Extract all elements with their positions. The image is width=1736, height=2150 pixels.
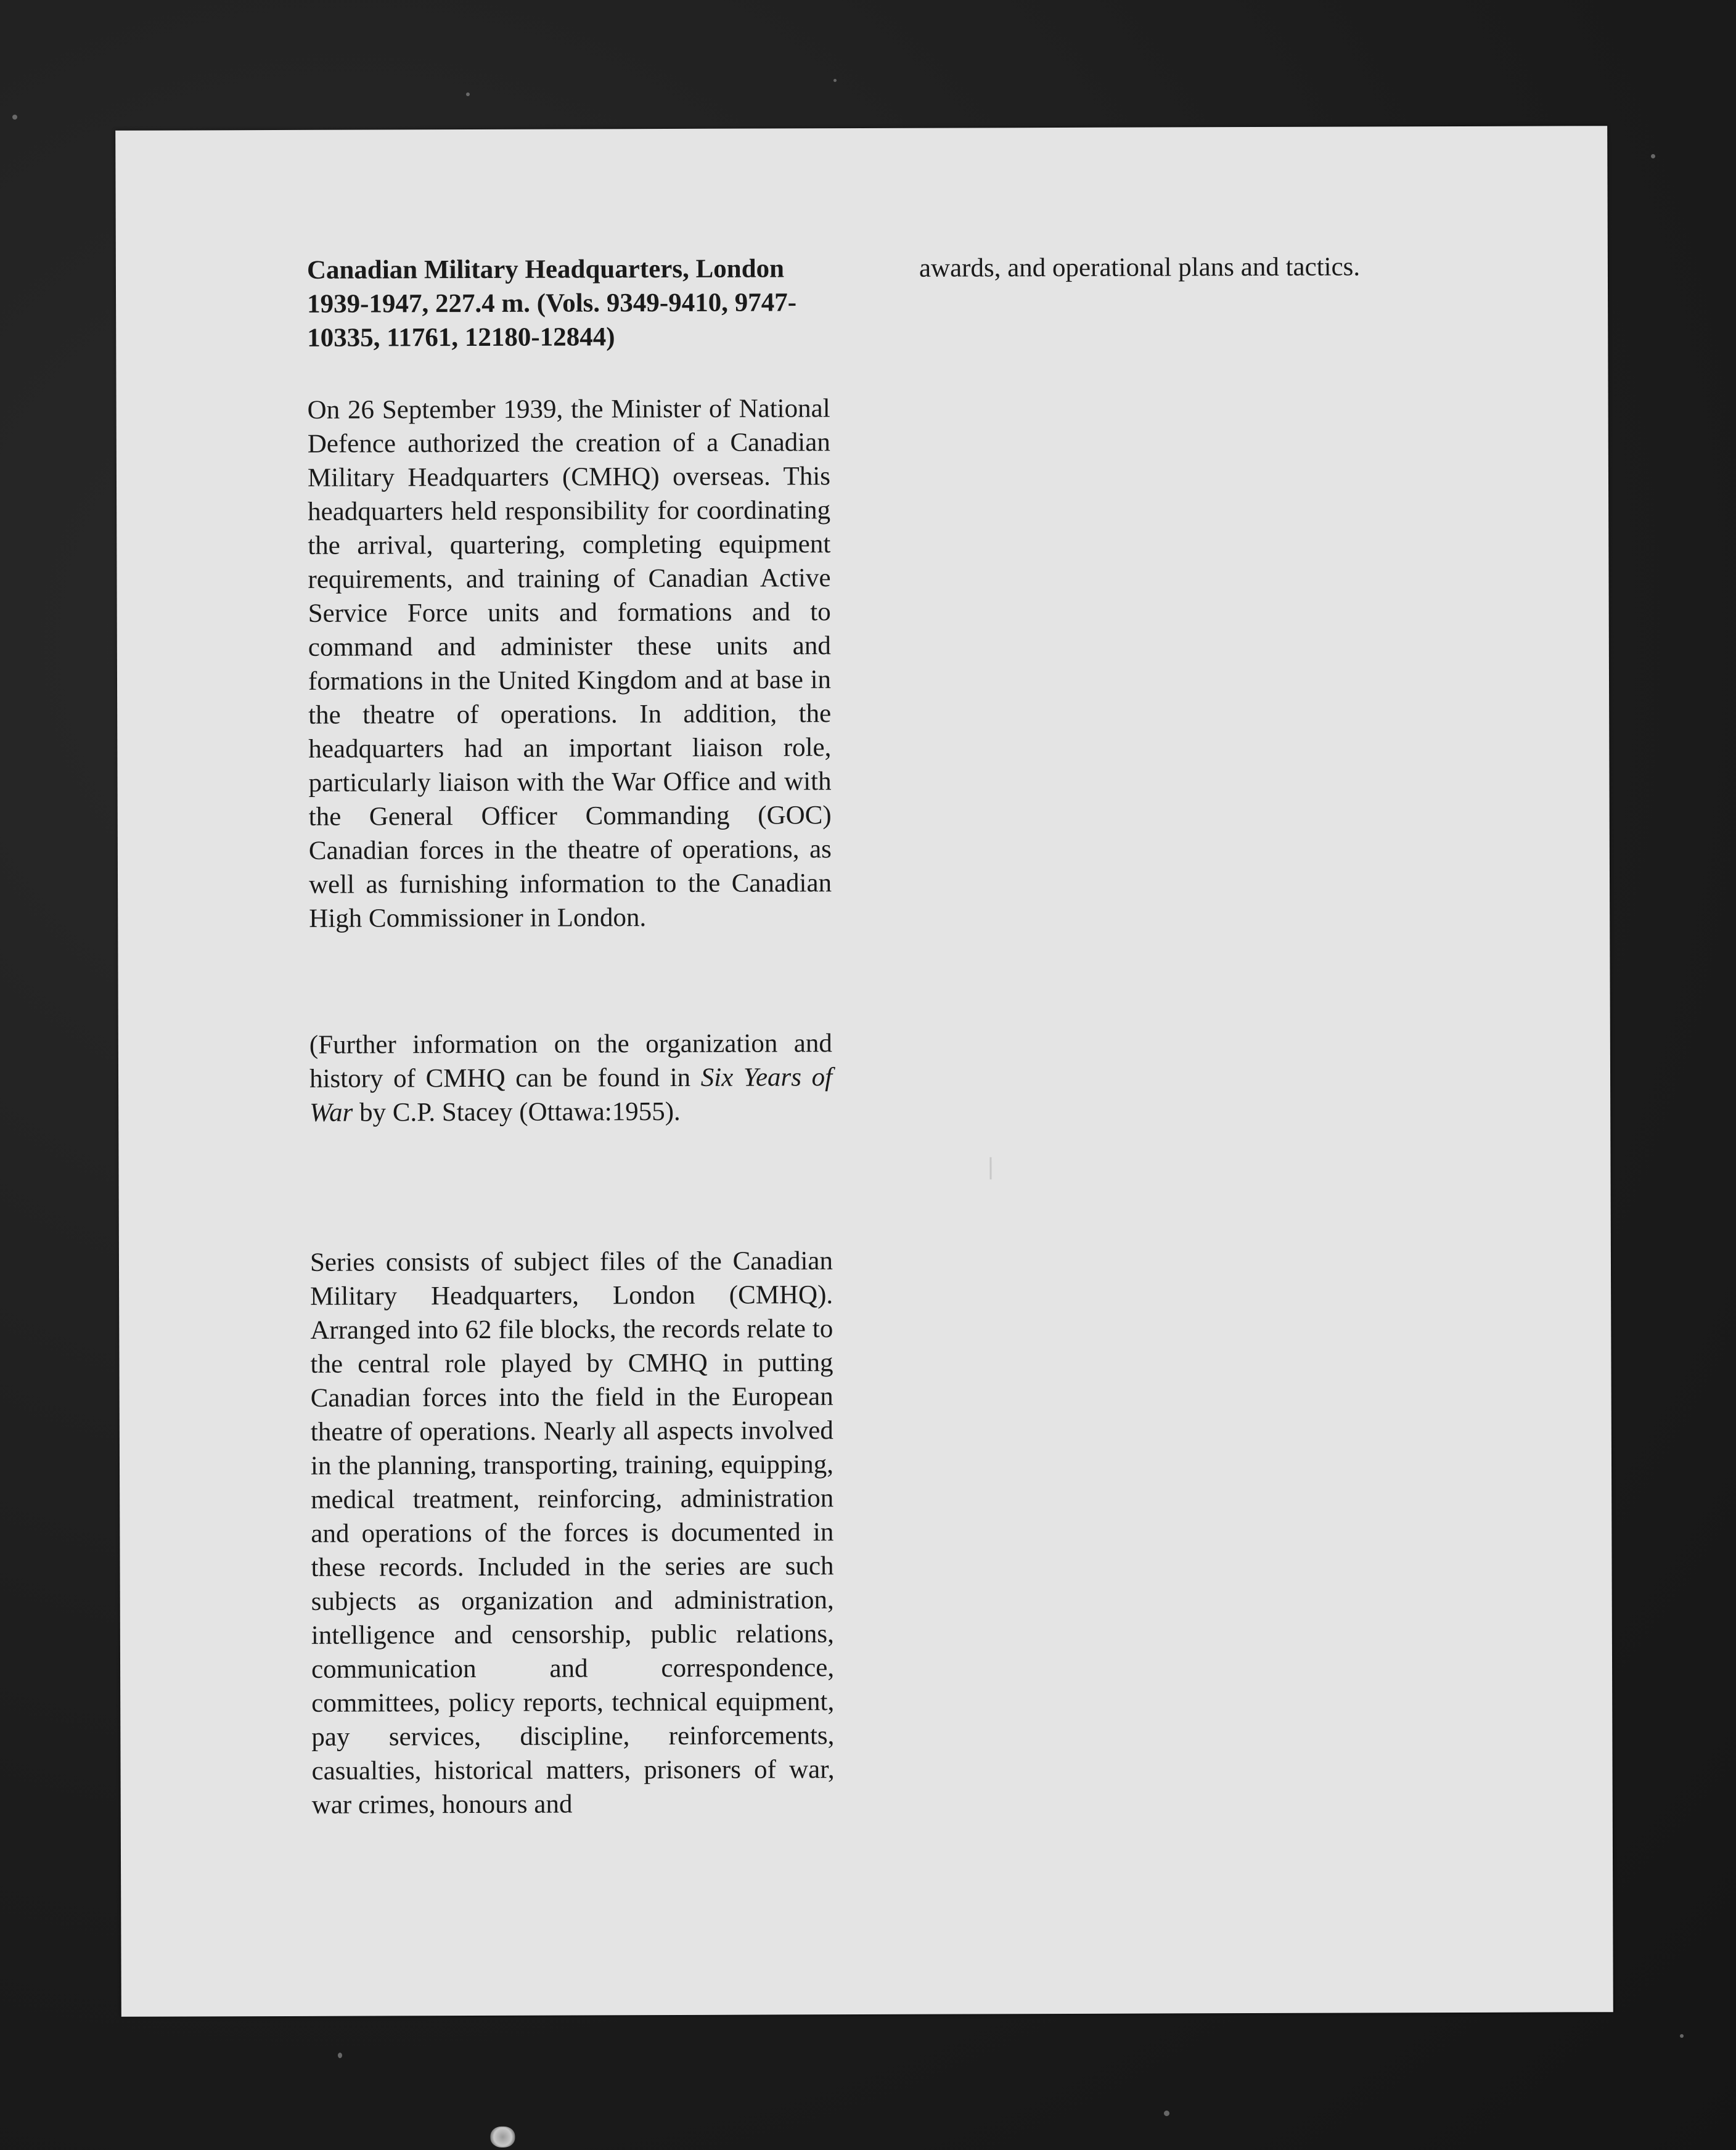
dust-speck	[1651, 154, 1655, 158]
further-info-text-after: by C.P. Stacey (Ottawa:1955).	[353, 1097, 681, 1127]
dust-speck	[466, 92, 470, 96]
dust-speck	[338, 2053, 342, 2058]
book-title: Six Years of War	[309, 1063, 833, 1127]
series-heading: Canadian Military Headquarters, London 1939-1947, 227.4 m. (Vols. 9349-9410, 9747-10335, 11761, 12180-12844)	[306, 254, 797, 353]
dust-speck	[1680, 2034, 1684, 2038]
right-column	[919, 250, 1442, 285]
document-page	[115, 126, 1613, 2017]
dust-speck	[12, 115, 17, 120]
series-description-paragraph: Series consists of subject files of the Canadian Military Headquarters, London (CMHQ). Arranged into 62 file blocks, the records relate to the central role played by CMHQ in putting Canadian forces into the field in the European theatre of operations. Nearly all aspects involved in the planning, transporting, training, equipping, medical treatment, reinforcing, administration and operations of the forces is documented in these records. Included in the series are such subjects as organization and administration, intelligence and censorship, public relations, communication and correspondence, committees, policy reports, technical equipment, pay services, discipline, reinforcements, casualties, historical matters, prisoners of war, war crimes, honours and	[309, 1246, 835, 1820]
left-column	[307, 251, 835, 1822]
dust-speck	[833, 79, 837, 82]
history-paragraph: On 26 September 1939, the Minister of National Defence authorized the creation of a Canadian Military Headquarters (CMHQ) overseas. This headquarters held responsibility for coordinating the arrival, quartering, completing equipment requirements, and training of Canadian Active Service Force units and formations and to command and administer these units and formations in the United Kingdom and at base in the theatre of operations. In addition, the headquarters had an important liaison role, particularly liaison with the War Office and with the General Officer Commanding (GOC) Canadian forces in the theatre of operations, as well as furnishing information to the Canadian High Commissioner in London.	[307, 394, 832, 933]
further-information-note	[309, 1026, 833, 1130]
film-smudge	[490, 2127, 515, 2148]
continuation-text: awards, and operational plans and tactics.	[919, 252, 1361, 283]
dust-speck	[1164, 2111, 1169, 2116]
film-scratch	[989, 1157, 991, 1179]
further-info-text-before: (Further information on the organization and history of CMHQ can be found in	[309, 1029, 832, 1093]
